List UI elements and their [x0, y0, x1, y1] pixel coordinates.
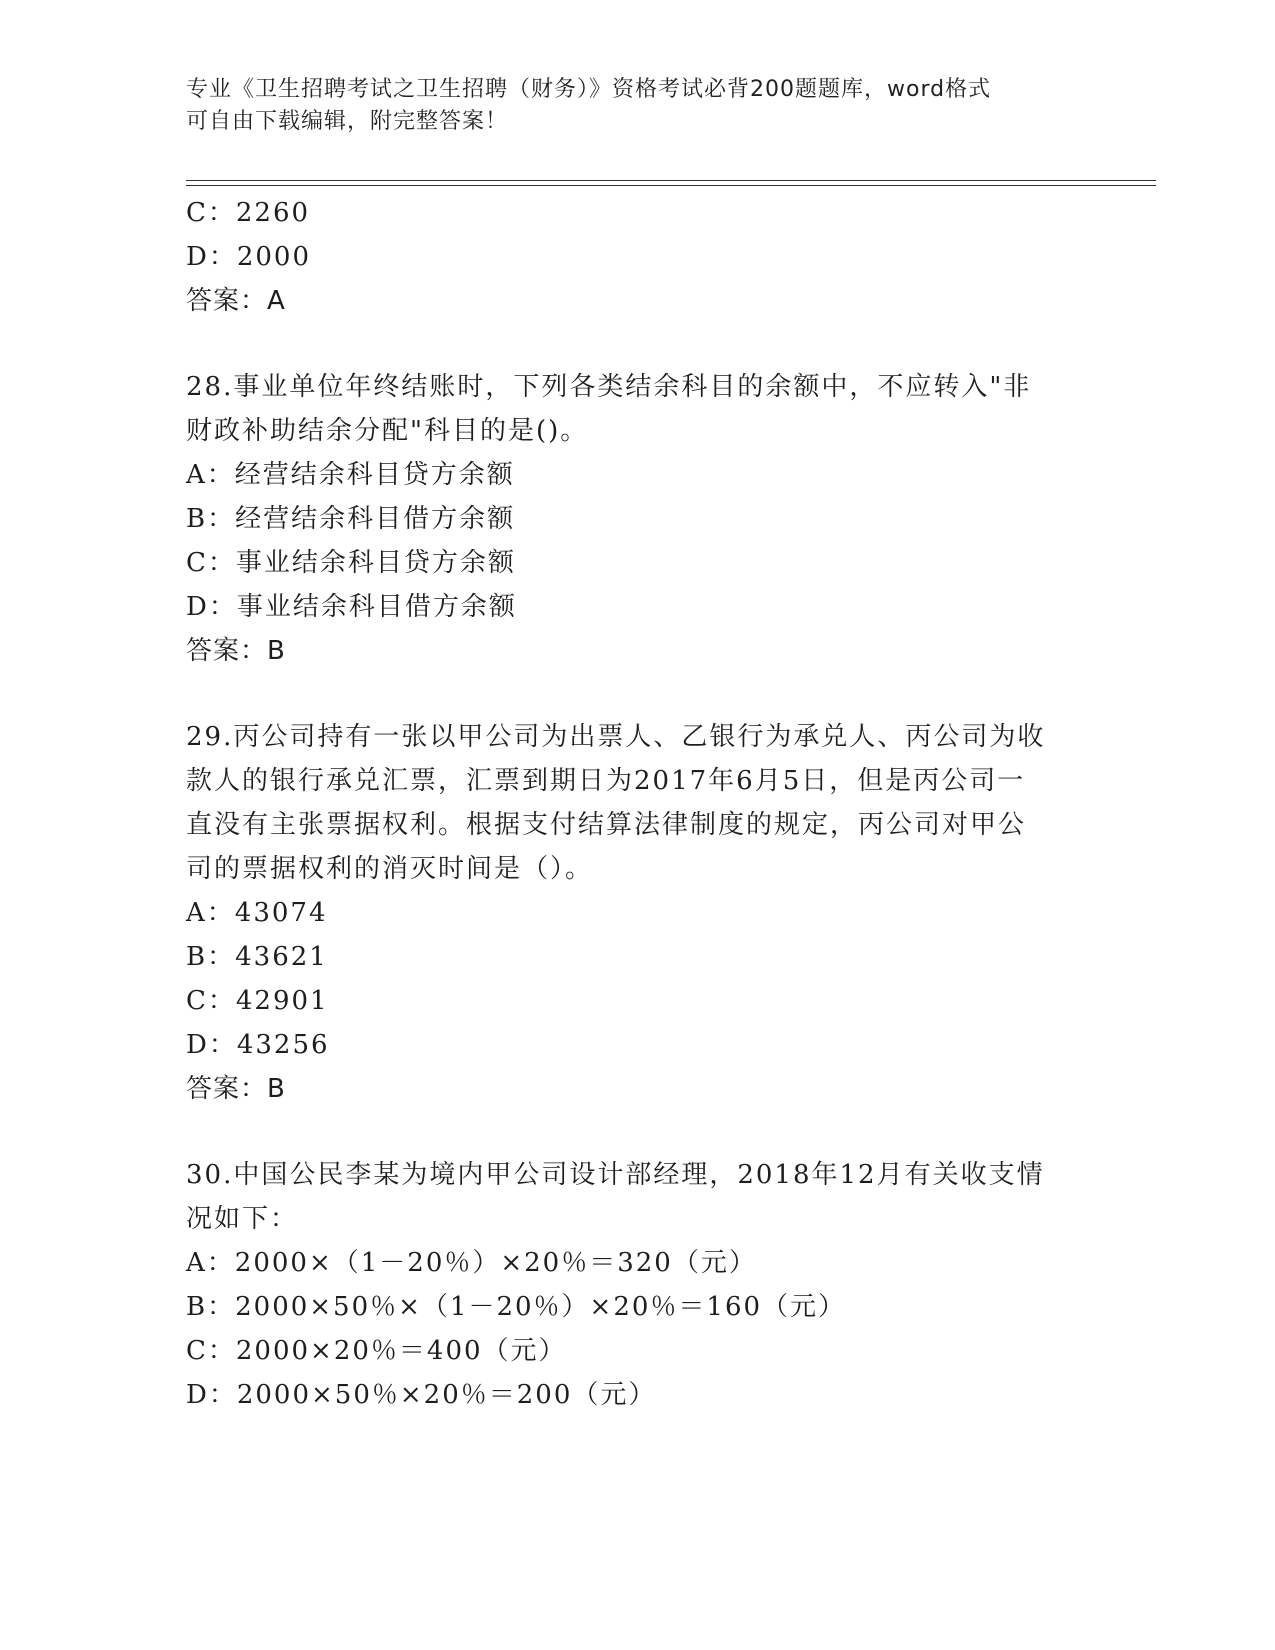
q29-option-b: B：43621	[186, 942, 328, 972]
header-divider-bottom	[186, 185, 1156, 186]
q29-option-d: D：43256	[186, 1030, 330, 1060]
q27-option-c: C：2260	[186, 198, 311, 228]
q29-option-c: C：42901	[186, 986, 329, 1016]
q29-stem-line-3: 直没有主张票据权利。根据支付结算法律制度的规定，丙公司对甲公	[186, 810, 1027, 840]
q29-answer: 答案：B	[186, 1074, 286, 1104]
q28-stem-line-1: 28.事业单位年终结账时，下列各类结余科目的余额中，不应转入"非	[186, 372, 1032, 402]
q29-stem-line-1: 29.丙公司持有一张以甲公司为出票人、乙银行为承兑人、丙公司为收	[186, 722, 1046, 752]
header-line-1: 专业《卫生招聘考试之卫生招聘（财务）》资格考试必背200题题库，word格式	[186, 77, 992, 102]
q30-option-c: C：2000×20％＝400（元）	[186, 1336, 567, 1366]
q28-option-d: D：事业结余科目借方余额	[186, 592, 517, 622]
q27-answer: 答案：A	[186, 286, 286, 316]
q30-stem-line-2: 况如下：	[186, 1204, 299, 1234]
q30-option-a: A：2000×（1－20％）×20％＝320（元）	[186, 1248, 757, 1278]
header-divider-top	[186, 180, 1156, 181]
q29-stem-line-2: 款人的银行承兑汇票，汇票到期日为2017年6月5日，但是丙公司一	[186, 766, 1026, 796]
q29-stem-line-4: 司的票据权利的消灭时间是（）。	[186, 854, 594, 884]
q30-option-b: B：2000×50％×（1－20％）×20％＝160（元）	[186, 1292, 847, 1322]
q28-option-a: A：经营结余科目贷方余额	[186, 460, 515, 490]
q28-stem-line-2: 财政补助结余分配"科目的是()。	[186, 416, 589, 446]
q30-stem-line-1: 30.中国公民李某为境内甲公司设计部经理，2018年12月有关收支情	[186, 1160, 1045, 1190]
q28-option-c: C：事业结余科目贷方余额	[186, 548, 516, 578]
page-header	[186, 74, 1086, 138]
header-line-2: 可自由下载编辑，附完整答案！	[186, 109, 509, 134]
q29-option-a: A：43074	[186, 898, 328, 928]
q30-option-d: D：2000×50％×20％＝200（元）	[186, 1380, 657, 1410]
q27-option-d: D：2000	[186, 242, 312, 272]
q28-option-b: B：经营结余科目借方余额	[186, 504, 516, 534]
q28-answer: 答案：B	[186, 636, 286, 666]
